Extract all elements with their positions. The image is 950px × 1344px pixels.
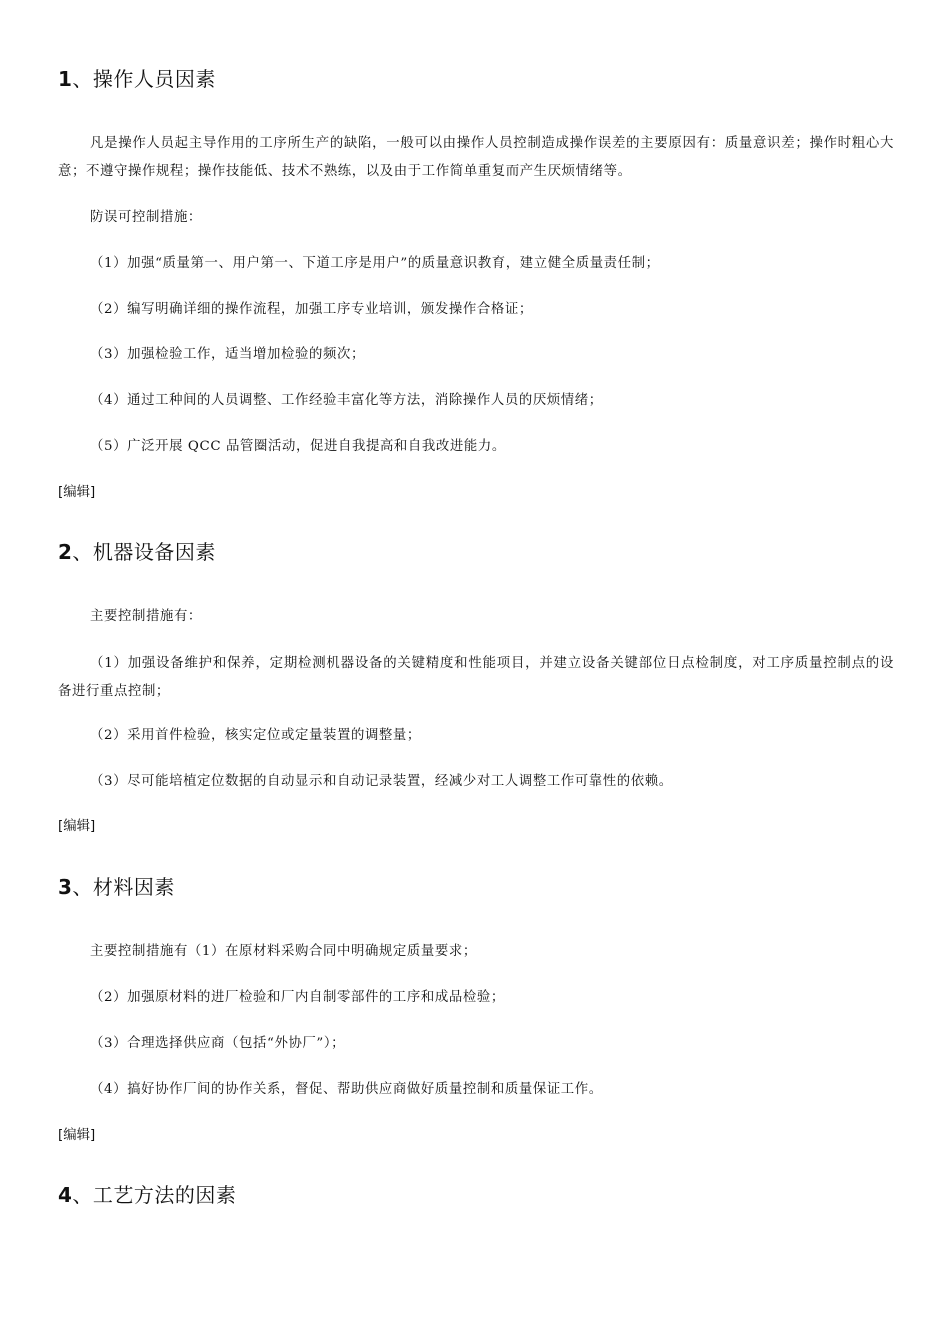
section-heading-2 [58, 539, 216, 565]
list-item: （2）编写明确详细的操作流程，加强工序专业培训，颁发操作合格证； [90, 302, 533, 317]
list-item: （3）加强检验工作，适当增加检验的频次； [90, 347, 365, 362]
section-number: 3 [58, 875, 73, 899]
paragraph: 主要控制措施有： [90, 609, 202, 624]
edit-link[interactable]: [编辑] [58, 1128, 96, 1143]
section-number: 1 [58, 67, 73, 91]
list-item: （3）尽可能培植定位数据的自动显示和自动记录装置，经减少对工人调整工作可靠性的依赖。 [90, 774, 673, 789]
edit-link[interactable]: [编辑] [58, 819, 96, 834]
section-title: 、操作人员因素 [72, 67, 216, 91]
paragraph: 防误可控制措施： [90, 210, 202, 225]
section-heading-4 [58, 1182, 236, 1208]
section-number: 2 [58, 540, 73, 564]
paragraph: 主要控制措施有（1）在原材料采购合同中明确规定质量要求； [90, 944, 477, 959]
section-number: 4 [58, 1183, 73, 1207]
section-title: 、材料因素 [72, 875, 175, 899]
section-heading-1 [58, 66, 216, 92]
list-item: （2）采用首件检验，核实定位或定量装置的调整量； [90, 728, 421, 743]
list-item: （1）加强“质量第一、用户第一、下道工序是用户”的质量意识教育，建立健全质量责任制； [90, 256, 660, 271]
list-item: （4）搞好协作厂间的协作关系，督促、帮助供应商做好质量控制和质量保证工作。 [90, 1082, 603, 1097]
list-item: （2）加强原材料的进厂检验和厂内自制零部件的工序和成品检验； [90, 990, 505, 1005]
list-item: （5）广泛开展 QCC 品管圈活动，促进自我提高和自我改进能力。 [90, 439, 506, 454]
section-title: 、机器设备因素 [72, 540, 216, 564]
list-item: （4）通过工种间的人员调整、工作经验丰富化等方法，消除操作人员的厌烦情绪； [90, 393, 603, 408]
section-heading-3 [58, 874, 175, 900]
list-item: （3）合理选择供应商（包括“外协厂”）； [90, 1036, 346, 1051]
list-item: （1）加强设备维护和保养，定期检测机器设备的关键精度和性能项目，并建立设备关键部位日点检制度，对工序质量控制点的设备进行重点控制； [58, 656, 894, 699]
section-title: 、工艺方法的因素 [72, 1183, 237, 1207]
paragraph: 凡是操作人员起主导作用的工序所生产的缺陷，一般可以由操作人员控制造成操作误差的主要原因有：质量意识差；操作时粗心大意；不遵守操作规程；操作技能低、技术不熟练，以及由于工作简单重复而产生厌烦情绪等。 [58, 136, 894, 179]
edit-link[interactable]: [编辑] [58, 485, 96, 500]
